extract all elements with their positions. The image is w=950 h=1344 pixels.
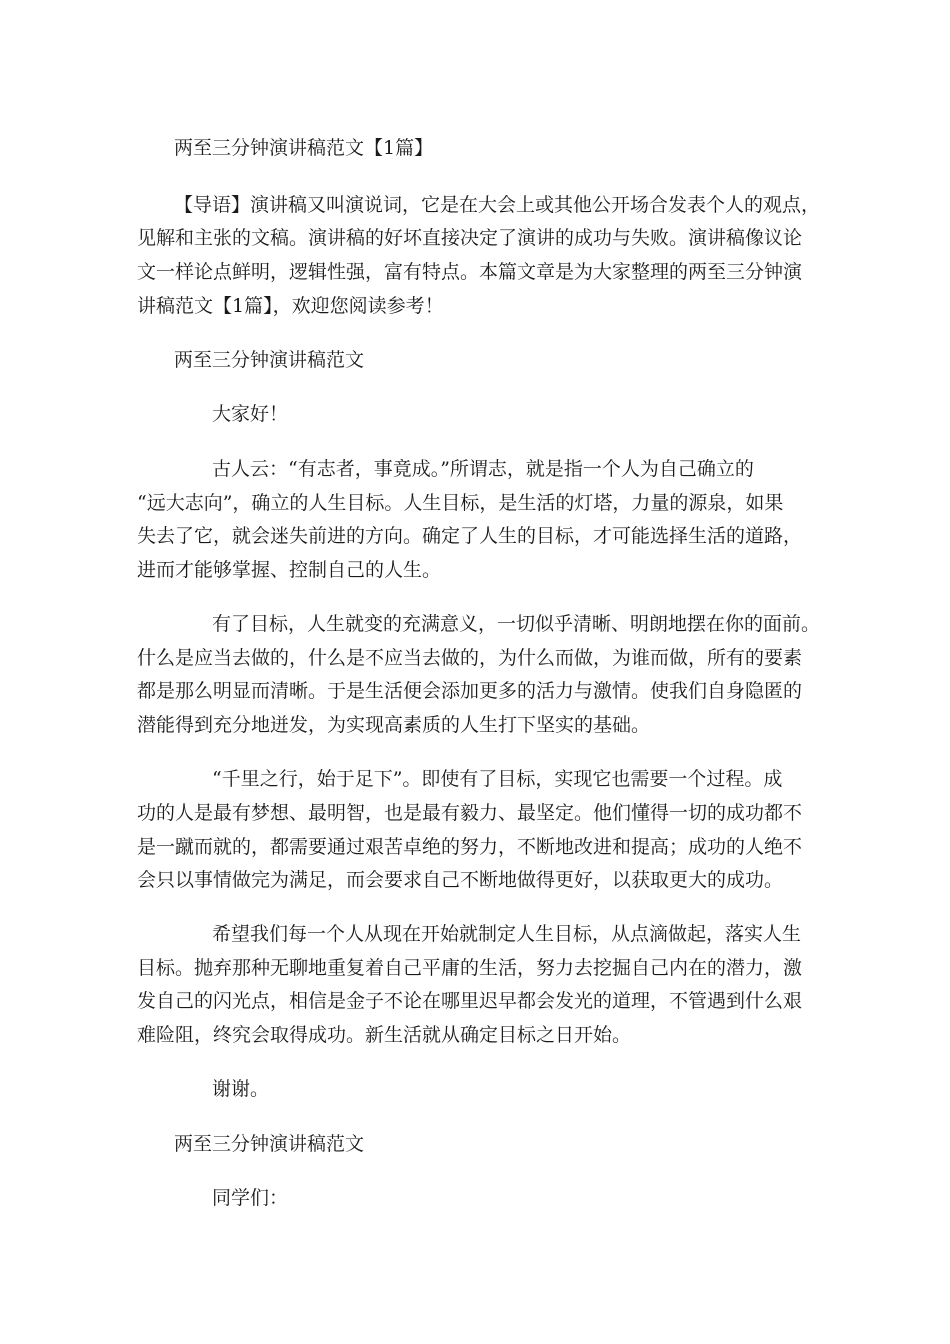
intro-line-1: 【导语】演讲稿又叫演说词，它是在大会上或其他公开场合发表个人的观点， bbox=[174, 194, 821, 216]
intro-line-2: 见解和主张的文稿。演讲稿的好坏直接决定了演讲的成功与失败。演讲稿像议论 bbox=[137, 227, 803, 249]
section-heading-2: 两至三分钟演讲稿范文 bbox=[174, 1133, 365, 1155]
para1-line-4: 进而才能够掌握、控制自己的人生。 bbox=[137, 559, 442, 581]
para2-line-1: 有了目标，人生就变的充满意义，一切似乎清晰、明朗地摆在你的面前。 bbox=[212, 613, 821, 635]
para3-line-2: 功的人是最有梦想、最明智，也是最有毅力、最坚定。他们懂得一切的成功都不 bbox=[137, 802, 803, 824]
para2-line-4: 潜能得到充分地迸发，为实现高素质的人生打下坚实的基础。 bbox=[137, 714, 651, 736]
thanks-line: 谢谢。 bbox=[212, 1078, 270, 1100]
para1-line-1: 古人云：“有志者，事竟成。”所谓志，就是指一个人为自己确立的 bbox=[212, 458, 754, 480]
section-heading-1: 两至三分钟演讲稿范文 bbox=[174, 349, 365, 371]
para4-line-3: 发自己的闪光点，相信是金子不论在哪里迟早都会发光的道理，不管遇到什么艰 bbox=[137, 990, 803, 1012]
greeting-2: 同学们： bbox=[212, 1187, 289, 1209]
para2-line-2: 什么是应当去做的，什么是不应当去做的，为什么而做，为谁而做，所有的要素 bbox=[137, 647, 803, 669]
intro-line-4: 讲稿范文【1篇】，欢迎您阅读参考！ bbox=[137, 295, 444, 317]
para4-line-2: 目标。抛弃那种无聊地重复着自己平庸的生活，努力去挖掘自己内在的潜力，激 bbox=[137, 957, 803, 979]
para4-line-1: 希望我们每一个人从现在开始就制定人生目标，从点滴做起，落实人生 bbox=[212, 923, 802, 945]
greeting-1: 大家好！ bbox=[212, 403, 289, 425]
para1-line-3: 失去了它，就会迷失前进的方向。确定了人生的目标，才可能选择生活的道路， bbox=[137, 525, 803, 547]
para3-line-1: “千里之行，始于足下”。即使有了目标，实现它也需要一个过程。成 bbox=[212, 768, 783, 790]
para3-line-3: 是一蹴而就的，都需要通过艰苦卓绝的努力，不断地改进和提高；成功的人绝不 bbox=[137, 836, 803, 858]
para1-line-2: “远大志向”，确立的人生目标。人生目标，是生活的灯塔，力量的源泉，如果 bbox=[137, 492, 784, 514]
document-title: 两至三分钟演讲稿范文【1篇】 bbox=[174, 137, 434, 159]
para2-line-3: 都是那么明显而清晰。于是生活便会添加更多的活力与激情。使我们自身隐匿的 bbox=[137, 680, 803, 702]
intro-line-3: 文一样论点鲜明，逻辑性强，富有特点。本篇文章是为大家整理的两至三分钟演 bbox=[137, 261, 803, 283]
para4-line-4: 难险阻，终究会取得成功。新生活就从确定目标之日开始。 bbox=[137, 1024, 632, 1046]
para3-line-4: 会只以事情做完为满足，而会要求自己不断地做得更好，以获取更大的成功。 bbox=[137, 869, 784, 891]
